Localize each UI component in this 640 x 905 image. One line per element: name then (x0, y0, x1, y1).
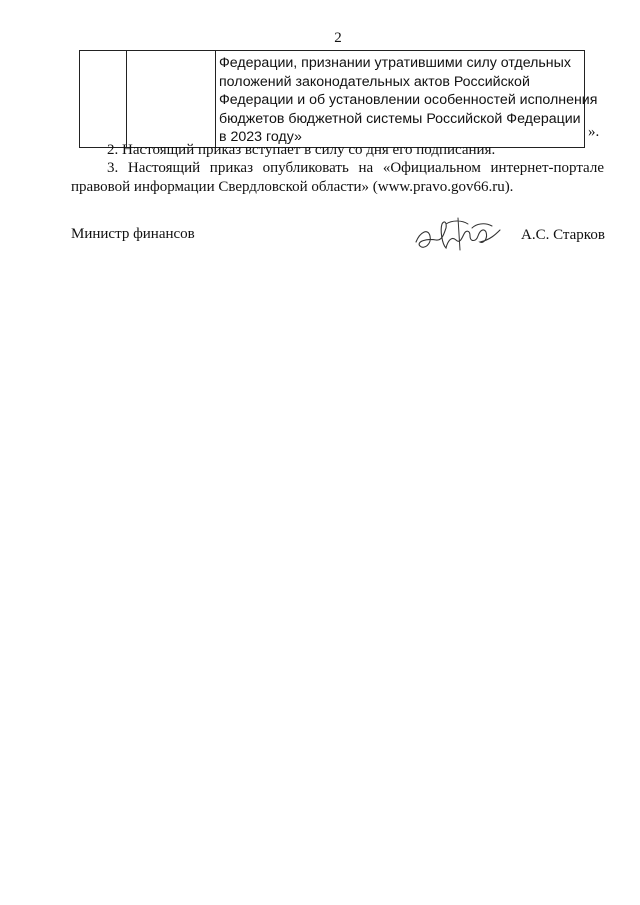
paragraph-3: 3. Настоящий приказ опубликовать на «Официальном интернет-портале правовой информации Свердловской области» (www.pravo.gov66.ru). (71, 160, 604, 195)
table-text-line: бюджетов бюджетной системы Российской Федерации (219, 110, 581, 127)
table-text-line: в 2023 году» (219, 129, 302, 145)
table-text-line: положений законодательных актов Российской (219, 73, 530, 90)
signatory-title: Министр финансов (71, 226, 195, 242)
table-cell-text (216, 51, 598, 148)
handwritten-signature (406, 210, 506, 260)
table-cell-number (80, 51, 127, 148)
signatory-name: А.С. Старков (521, 227, 605, 243)
table-cell-empty (127, 51, 216, 148)
closing-quote: ». (588, 124, 600, 140)
table-text-line: Федерации и об установлении особенностей исполнения (219, 92, 598, 108)
table-text-line: Федерации, признании утратившими силу отдельных (219, 55, 571, 71)
paragraph-2: 2. Настоящий приказ вступает в силу со дня его подписания. (107, 142, 496, 158)
page-number: 2 (334, 30, 342, 46)
amendment-table-fragment (79, 50, 598, 148)
